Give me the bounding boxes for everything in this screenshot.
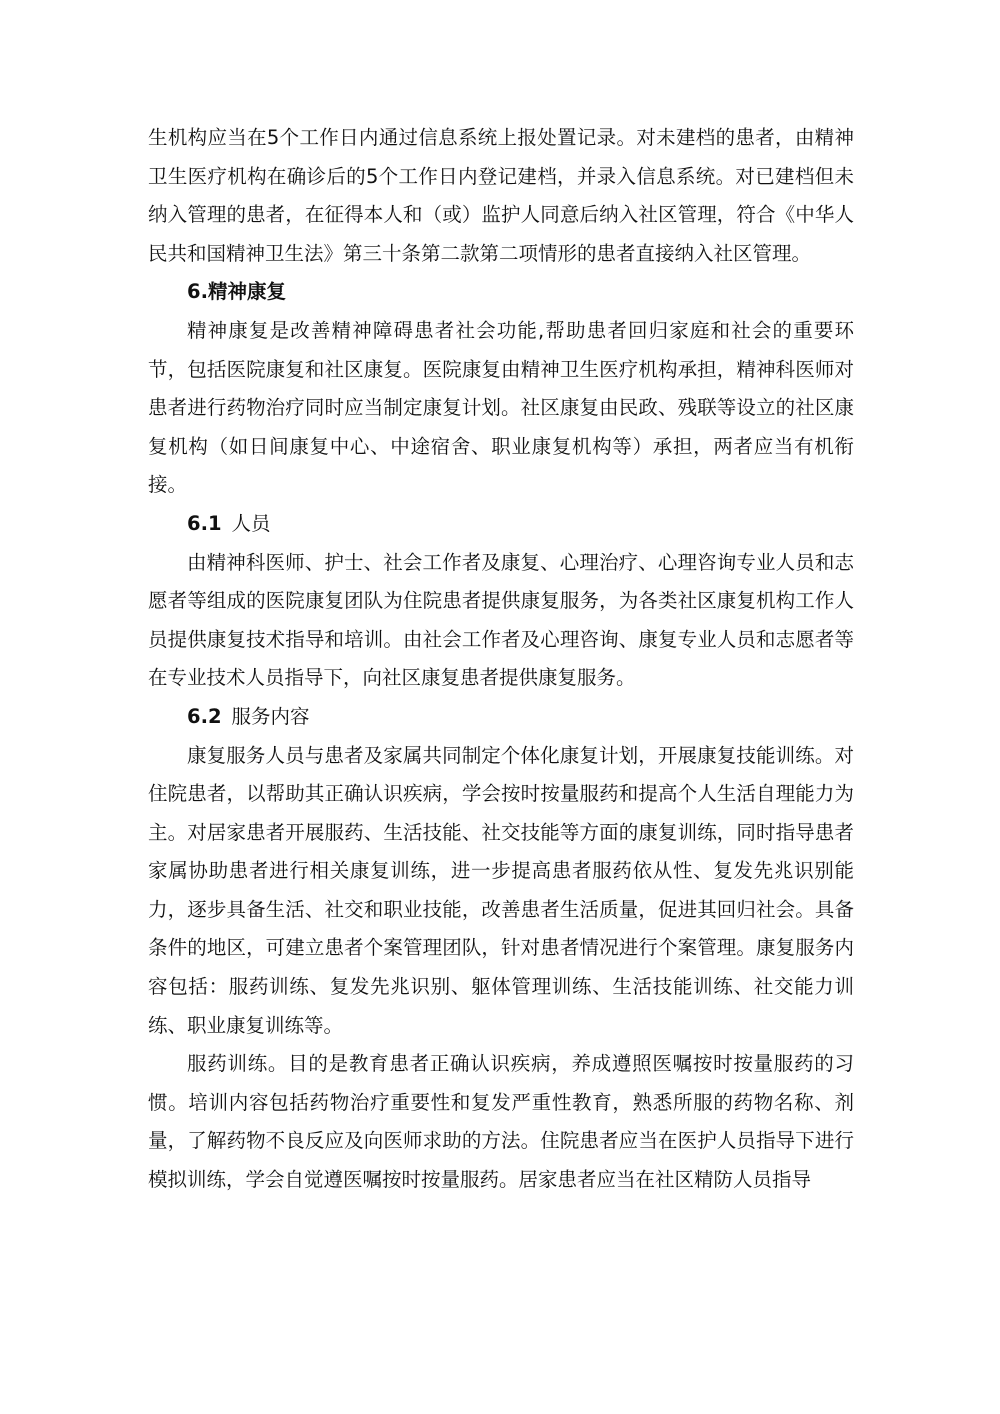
section-6-heading [148, 273, 854, 312]
document-page [148, 119, 854, 1200]
section-6-1-number: 6.1 [187, 511, 222, 535]
section-6-1-paragraph: 由精神科医师、护士、社会工作者及康复、心理治疗、心理咨询专业人员和志愿者等组成的医院康复团队为住院患者提供康复服务，为各类社区康复机构工作人员提供康复技术指导和培训。由社会工作者及心理咨询、康复专业人员和志愿者等在专业技术人员指导下，向社区康复患者提供康复服务。 [148, 550, 854, 690]
section-6-1-heading [148, 505, 854, 544]
section-6-number: 6. [187, 280, 208, 304]
section-6-2-heading [148, 698, 854, 737]
section-6-2-number: 6.2 [187, 704, 222, 728]
section-6-paragraph: 精神康复是改善精神障碍患者社会功能,帮助患者回归家庭和社会的重要环节，包括医院康复和社区康复。医院康复由精神卫生医疗机构承担，精神科医师对患者进行药物治疗同时应当制定康复计划。社区康复由民政、残联等设立的社区康复机构（如日间康复中心、中途宿舍、职业康复机构等）承担，两者应当有机衔接。 [148, 318, 854, 497]
section-6-2-paragraph-1: 康复服务人员与患者及家属共同制定个体化康复计划，开展康复技能训练。对住院患者，以帮助其正确认识疾病，学会按时按量服药和提高个人生活自理能力为主。对居家患者开展服药、生活技能、社交技能等方面的康复训练，同时指导患者家属协助患者进行相关康复训练，进一步提高患者服药依从性、复发先兆识别能力，逐步具备生活、社交和职业技能，改善患者生活质量，促进其回归社会。具备条件的地区，可建立患者个案管理团队，针对患者情况进行个案管理。康复服务内容包括：服药训练、复发先兆识别、躯体管理训练、生活技能训练、社交能力训练、职业康复训练等。 [148, 743, 854, 1037]
section-6-title: 精神康复 [207, 280, 286, 304]
section-6-1-title: 人员 [231, 511, 271, 535]
section-6-2-title: 服务内容 [231, 704, 310, 728]
paragraph-intro: 生机构应当在5个工作日内通过信息系统上报处置记录。对未建档的患者，由精神卫生医疗机构在确诊后的5个工作日内登记建档，并录入信息系统。对已建档但未纳入管理的患者，在征得本人和（或）监护人同意后纳入社区管理，符合《中华人民共和国精神卫生法》第三十条第二款第二项情形的患者直接纳入社区管理。 [148, 126, 854, 265]
section-6-2-paragraph-2: 服药训练。目的是教育患者正确认识疾病，养成遵照医嘱按时按量服药的习惯。培训内容包括药物治疗重要性和复发严重性教育，熟悉所服的药物名称、剂量，了解药物不良反应及向医师求助的方法。住院患者应当在医护人员指导下进行模拟训练，学会自觉遵医嘱按时按量服药。居家患者应当在社区精防人员指导 [148, 1052, 854, 1192]
